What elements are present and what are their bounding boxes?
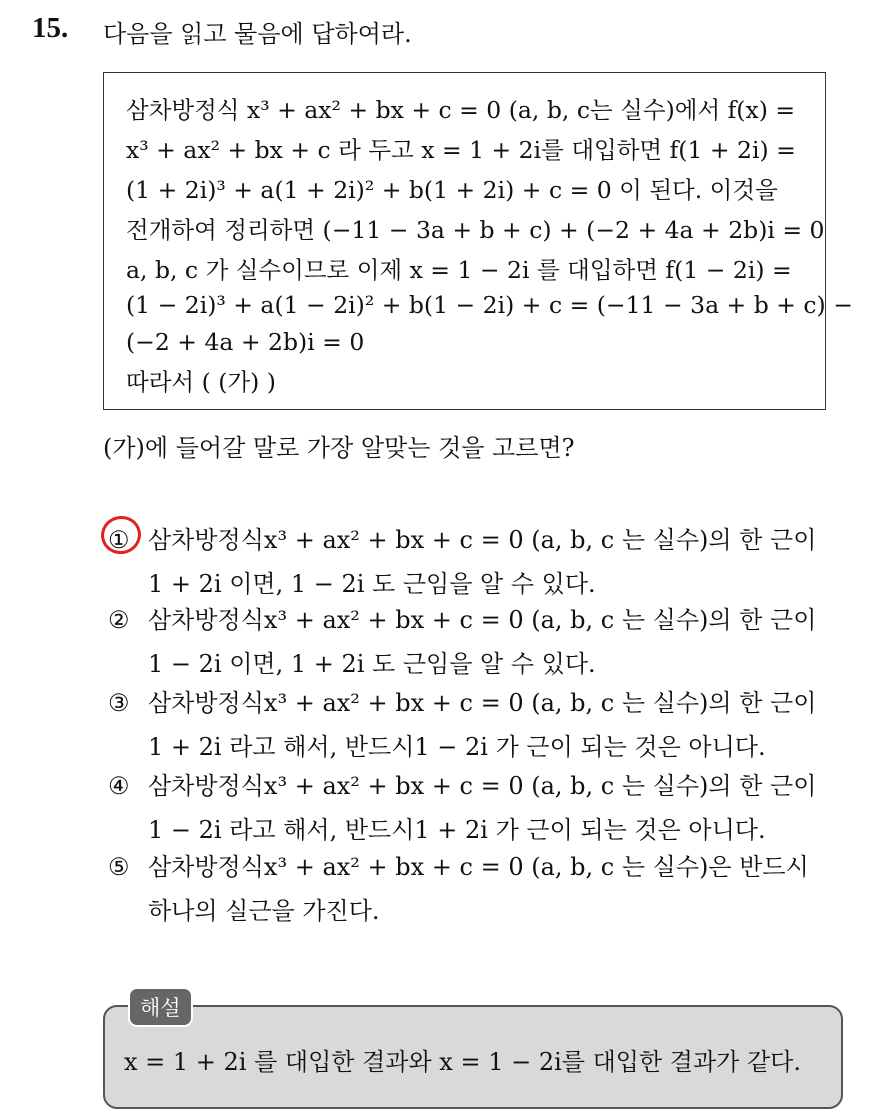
choice-line1: 삼차방정식x³ + ax² + bx + c = 0 (a, b, c 는 실수)의 한 근이: [148, 606, 817, 634]
question-prompt: (가)에 들어갈 말로 가장 알맞는 것을 고르면?: [103, 434, 575, 462]
choice-number: ⑤: [108, 853, 130, 881]
choice-line2: 1 − 2i 라고 해서, 반드시1 + 2i 가 근이 되는 것은 아니다.: [148, 816, 766, 844]
passage-line: a, b, c 가 실수이므로 이제 x = 1 − 2i 를 대입하면 f(1 − 2i) =: [126, 256, 792, 284]
explanation-text: x = 1 + 2i 를 대입한 결과와 x = 1 − 2i를 대입한 결과가 같다.: [124, 1048, 801, 1076]
passage-box: [103, 72, 853, 410]
choice-4[interactable]: [108, 766, 817, 844]
choice-line2: 1 − 2i 이면, 1 + 2i 도 근임을 알 수 있다.: [148, 650, 596, 678]
choice-number: ④: [108, 772, 130, 800]
choice-3[interactable]: [108, 683, 817, 761]
choice-line1: 삼차방정식x³ + ax² + bx + c = 0 (a, b, c 는 실수)의 한 근이: [148, 689, 817, 717]
passage-line: x³ + ax² + bx + c 라 두고 x = 1 + 2i를 대입하면 f(1 + 2i) =: [126, 136, 796, 164]
choice-line1: 삼차방정식x³ + ax² + bx + c = 0 (a, b, c 는 실수)은 반드시: [148, 853, 809, 881]
explanation-tag: 해설: [128, 987, 193, 1027]
choice-number: ①: [108, 526, 130, 554]
passage-line: 삼차방정식 x³ + ax² + bx + c = 0 (a, b, c는 실수)에서 f(x) =: [126, 96, 796, 124]
choice-line1: 삼차방정식x³ + ax² + bx + c = 0 (a, b, c 는 실수)의 한 근이: [148, 526, 817, 554]
choice-5[interactable]: [108, 847, 809, 925]
choice-number: ②: [108, 606, 130, 634]
choice-line2: 1 + 2i 이면, 1 − 2i 도 근임을 알 수 있다.: [148, 570, 596, 598]
question-instruction: 다음을 읽고 물음에 답하여라.: [103, 20, 412, 48]
choice-line2: 하나의 실근을 가진다.: [148, 897, 380, 925]
choice-line2: 1 + 2i 라고 해서, 반드시1 − 2i 가 근이 되는 것은 아니다.: [148, 733, 766, 761]
passage-line: 전개하여 정리하면 (−11 − 3a + b + c) + (−2 + 4a + 2b)i = 0: [126, 216, 825, 244]
passage-line: 따라서 ( (가) ): [126, 368, 276, 396]
choice-2[interactable]: [108, 600, 817, 678]
passage-line: (1 + 2i)³ + a(1 + 2i)² + b(1 + 2i) + c = 0 이 된다. 이것을: [126, 176, 778, 204]
choice-1[interactable]: [108, 520, 817, 598]
question-number: 15.: [32, 12, 69, 44]
passage-line: (−2 + 4a + 2b)i = 0: [126, 328, 365, 356]
choice-number: ③: [108, 689, 130, 717]
passage-line: (1 − 2i)³ + a(1 − 2i)² + b(1 − 2i) + c = (−11 − 3a + b + c) −: [126, 291, 853, 319]
choice-line1: 삼차방정식x³ + ax² + bx + c = 0 (a, b, c 는 실수)의 한 근이: [148, 772, 817, 800]
